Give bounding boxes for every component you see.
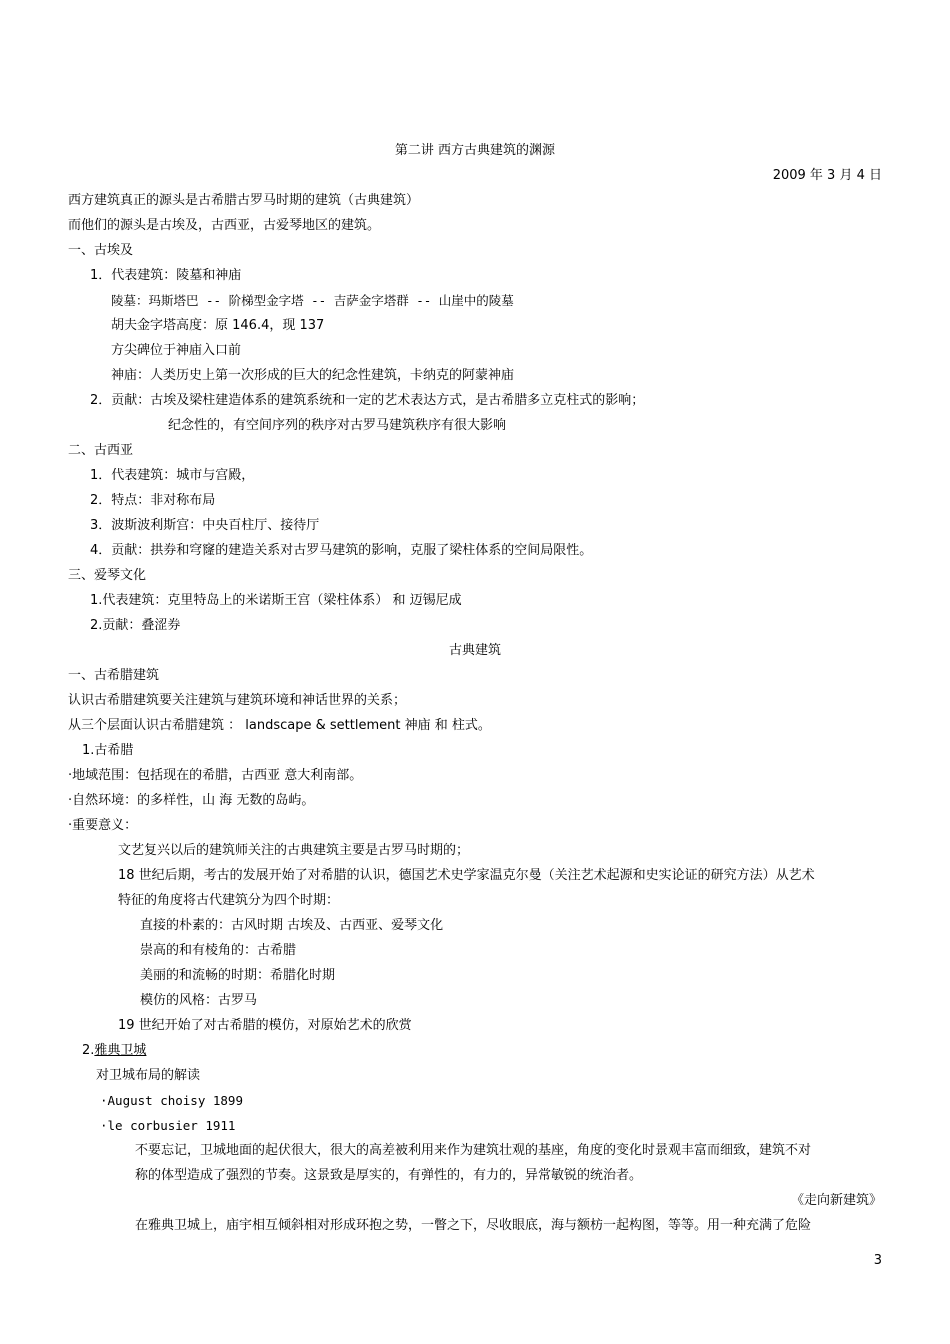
acropolis-layout: 对卫城布局的解读 bbox=[96, 1068, 201, 1083]
period-2: 崇高的和有棱角的：古希腊 bbox=[140, 943, 297, 958]
bullet-choisy: ·August choisy 1899 bbox=[100, 1093, 243, 1108]
page-number: 3 bbox=[873, 1253, 882, 1268]
period-3: 美丽的和流畅的时期：希腊化时期 bbox=[140, 968, 336, 983]
section-title-classical: 古典建筑 bbox=[448, 643, 501, 658]
greek-sub-2 bbox=[82, 1042, 146, 1060]
acropolis-heading: 雅典卫城 bbox=[94, 1043, 147, 1058]
significance-line-1: 文艺复兴以后的建筑师关注的古典建筑主要是古罗马时期的； bbox=[118, 843, 470, 858]
west-asia-item-4: 4．贡献：拱券和穹窿的建造关系对古罗马建筑的影响，克服了梁柱体系的空间局限性。 bbox=[90, 543, 593, 558]
heading-egypt: 一、古埃及 bbox=[68, 243, 134, 258]
egypt-item-1: 1．代表建筑：陵墓和神庙 bbox=[90, 268, 242, 283]
significance-line-2: 18 世纪后期，考古的发展开始了对希腊的认识，德国艺术史学家温克尔曼（关注艺术起源和史实论证的研究方法）从艺术 bbox=[118, 868, 815, 883]
quote-line-3: 在雅典卫城上，庙宇相互倾斜相对形成环抱之势，一瞥之下，尽收眼底，海与额枋一起构图，等等。用一种充满了危险 bbox=[135, 1218, 812, 1233]
quote-line-1: 不要忘记，卫城地面的起伏很大，很大的高差被利用来作为建筑壮观的基座，角度的变化时景观丰富而细致，建筑不对 bbox=[135, 1143, 812, 1158]
egypt-item-2: 2．贡献：古埃及梁柱建造体系的建筑系统和一定的艺术表达方式，是古希腊多立克柱式的影响； bbox=[90, 393, 645, 408]
egypt-item-2-cont: 纪念性的，有空间序列的秩序对古罗马建筑秩序有很大影响 bbox=[168, 418, 507, 433]
bullet-environment: ·自然环境：的多样性，山 海 无数的岛屿。 bbox=[68, 793, 315, 808]
egypt-temple: 神庙：人类历史上第一次形成的巨大的纪念性建筑，卡纳克的阿蒙神庙 bbox=[111, 368, 515, 383]
heading-aegean: 三、爱琴文化 bbox=[68, 568, 147, 583]
greek-sub-2-number: 2. bbox=[82, 1043, 95, 1058]
egypt-pyramid-height: 胡夫金字塔高度：原 146.4，现 137 bbox=[111, 318, 325, 333]
period-4: 模仿的风格：古罗马 bbox=[140, 993, 258, 1008]
quote-line-2: 称的体型造成了强烈的节奏。这景致是厚实的，有弹性的，有力的，异常敏锐的统治者。 bbox=[135, 1168, 643, 1183]
west-asia-item-2: 2．特点：非对称布局 bbox=[90, 493, 216, 508]
greek-line-1: 认识古希腊建筑要关注建筑与建筑环境和神话世界的关系； bbox=[68, 693, 407, 708]
bullet-significance: ·重要意义： bbox=[68, 818, 138, 833]
quote-source: 《走向新建筑》 bbox=[790, 1193, 882, 1208]
aegean-item-2: 2.贡献：叠涩券 bbox=[90, 618, 181, 633]
heading-greek: 一、古希腊建筑 bbox=[68, 668, 160, 683]
lecture-title: 第二讲 西方古典建筑的渊源 bbox=[394, 143, 556, 158]
significance-line-4: 19 世纪开始了对古希腊的模仿，对原始艺术的欣赏 bbox=[118, 1018, 412, 1033]
intro-line-2: 而他们的源头是古埃及，古西亚，古爱琴地区的建筑。 bbox=[68, 218, 381, 233]
west-asia-item-3: 3．波斯波利斯宫：中央百柱厅、接待厅 bbox=[90, 518, 320, 533]
egypt-tombs: 陵墓：玛斯塔巴 -- 阶梯型金字塔 -- 吉萨金字塔群 -- 山崖中的陵墓 bbox=[111, 293, 514, 308]
intro-line-1: 西方建筑真正的源头是古希腊古罗马时期的建筑（古典建筑） bbox=[68, 193, 420, 208]
date: 2009 年 3 月 4 日 bbox=[772, 168, 882, 183]
greek-sub-1: 1.古希腊 bbox=[82, 743, 134, 758]
west-asia-item-1: 1．代表建筑：城市与宫殿， bbox=[90, 468, 255, 483]
heading-west-asia: 二、古西亚 bbox=[68, 443, 134, 458]
bullet-corbusier: ·le corbusier 1911 bbox=[100, 1118, 236, 1133]
greek-line-2: 从三个层面认识古希腊建筑 ： landscape & settlement 神庙 和 柱式。 bbox=[68, 718, 491, 733]
bullet-region: ·地域范围：包括现在的希腊，古西亚 意大利南部。 bbox=[68, 768, 363, 783]
egypt-obelisk: 方尖碑位于神庙入口前 bbox=[111, 343, 242, 358]
period-1: 直接的朴素的：古风时期 古埃及、古西亚、爱琴文化 bbox=[140, 918, 444, 933]
significance-line-3: 特征的角度将古代建筑分为四个时期： bbox=[118, 893, 340, 908]
aegean-item-1: 1.代表建筑：克里特岛上的米诺斯王宫（梁柱体系） 和 迈锡尼成 bbox=[90, 593, 462, 608]
